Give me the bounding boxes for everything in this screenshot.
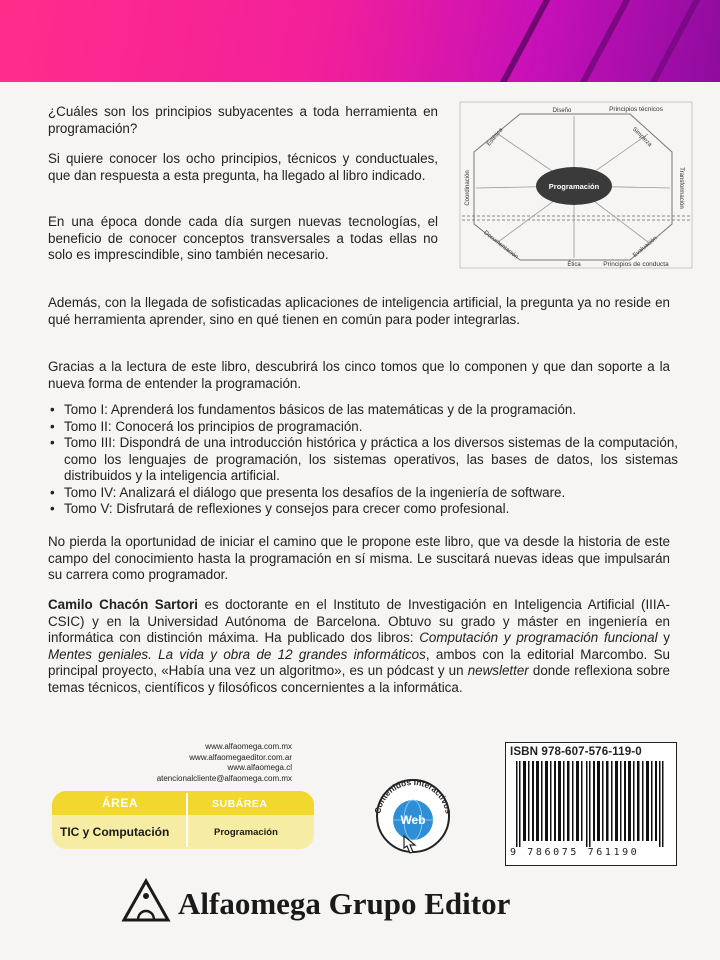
node-etica: Ética xyxy=(567,262,581,268)
tomos-list xyxy=(48,402,678,518)
intro-question: ¿Cuáles son los principios subyacentes a toda herramienta en programación? xyxy=(48,104,438,136)
book-title-2: Mentes geniales. La vida y obra de 12 grandes informáticos xyxy=(48,646,426,662)
list-item: • Tomo I: Aprenderá los fundamentos básicos de las matemáticas y de la programación. xyxy=(48,402,678,419)
top-color-band xyxy=(0,0,720,82)
isbn-number: ISBN 978-607-576-119-0 xyxy=(510,745,642,758)
contact-line: www.alfaomega.cl xyxy=(227,763,292,772)
list-item: • Tomo IV: Analizará el diálogo que presenta los desafíos de la ingeniería de software. xyxy=(48,485,678,502)
intro-paragraph-3: En una época donde cada día surgen nuevas tecnologías, el beneficio de conocer conceptos transversales a todas ellas no solo es imprescindible, sino también necesario. xyxy=(48,214,438,262)
technical-group-label: Principios técnicos xyxy=(609,106,663,113)
node-diseno: Diseño xyxy=(552,108,572,114)
paragraph-tomos: Gracias a la lectura de este libro, descubrirá los cinco tomos que lo componen y que dan soporte a la nueva forma de entender la programación. xyxy=(48,359,670,391)
list-item: • Tomo II: Conocerá los principios de programación. xyxy=(48,419,678,436)
conduct-group-label: Principios de conducta xyxy=(603,261,669,268)
node-transformacion: Transformación xyxy=(678,167,684,209)
list-item: • Tomo V: Disfrutará de reflexiones y consejos para crecer como profesional. xyxy=(48,501,678,518)
classification-box xyxy=(52,791,314,849)
subarea-value: Programación xyxy=(214,827,278,838)
publisher-logo xyxy=(120,878,610,928)
contact-line: www.alfaomega.com.mx xyxy=(205,742,292,751)
node-simpleza: Simpleza xyxy=(630,126,653,149)
web-content-badge xyxy=(370,770,456,856)
node-documentacion: Documentación xyxy=(482,230,519,261)
book-title-1: Computación y programación funcional xyxy=(419,630,658,645)
center-label: Programación xyxy=(548,182,600,191)
barcode-digits: 9 786075 761190 xyxy=(510,847,640,858)
subarea-label: SUBÁREA xyxy=(212,798,268,810)
node-evaluacion: Evaluación xyxy=(632,235,659,259)
publisher-contacts xyxy=(60,742,292,784)
isbn-barcode xyxy=(505,742,677,866)
publisher-name: Alfaomega Grupo Editor xyxy=(178,886,511,921)
list-item: • Tomo III: Dispondrá de una introducción histórica y práctica a los diversos sistemas de la computación, como los lenguajes de programación, los sistemas operativos, las bases de datos, los sistemas distribuidos y la inteligencia artificial. xyxy=(48,435,678,485)
area-value: TIC y Computación xyxy=(60,825,170,839)
alfaomega-logo-icon xyxy=(120,878,172,924)
svg-text:Contenidos Interactivos: Contenidos Interactivos xyxy=(372,776,454,815)
barcode-icon xyxy=(510,761,672,847)
node-coordinacion: Coordinación xyxy=(465,170,471,206)
author-bio: Camilo Chacón Sartori es doctorante en el Instituto de Investigación en Inteligencia Artificial (IIIA-CSIC) y en la Universidad Autónoma de Barcelona. Obtuvo su grado y máster en ingeniería en informática con distinción máxima. Ha publicado dos libros: Computación y programación funcional y Mentes geniales. La vida y obra de 12 grandes informáticos, ambos con la editorial Marcombo. Su principal proyecto, «Había una vez un algoritmo», es un pódcast y un newsletter donde reflexiona sobre temas técnicos, científicos y filosóficos concernientes a la informática. xyxy=(48,597,671,695)
area-label: ÁREA xyxy=(102,796,139,810)
author-name: Camilo Chacón Sartori xyxy=(48,597,198,612)
web-label: Web xyxy=(400,813,426,827)
paragraph-closing: No pierda la oportunidad de iniciar el camino que le propone este libro, que va desde la historia de este campo del conocimiento hasta la programación en sí misma. Le suscitará nuevas ideas que impulsarán su carrera como programador. xyxy=(48,534,670,582)
contact-line: atencionalcliente@alfaomega.com.mx xyxy=(156,773,292,783)
principles-diagram xyxy=(458,100,694,270)
contact-line: www.alfaomegaeditor.com.ar xyxy=(189,752,292,762)
intro-paragraph-2: Si quiere conocer los ocho principios, técnicos y conductuales, que dan respuesta a esta pregunta, ha llegado al libro indicado. xyxy=(48,151,438,183)
paragraph-ai: Además, con la llegada de sofisticadas aplicaciones de inteligencia artificial, la pregunta ya no reside en qué herramienta aprender, sino en qué tienen en común para poder integrarlas. xyxy=(48,295,670,327)
node-estetica: Estética xyxy=(486,127,505,148)
